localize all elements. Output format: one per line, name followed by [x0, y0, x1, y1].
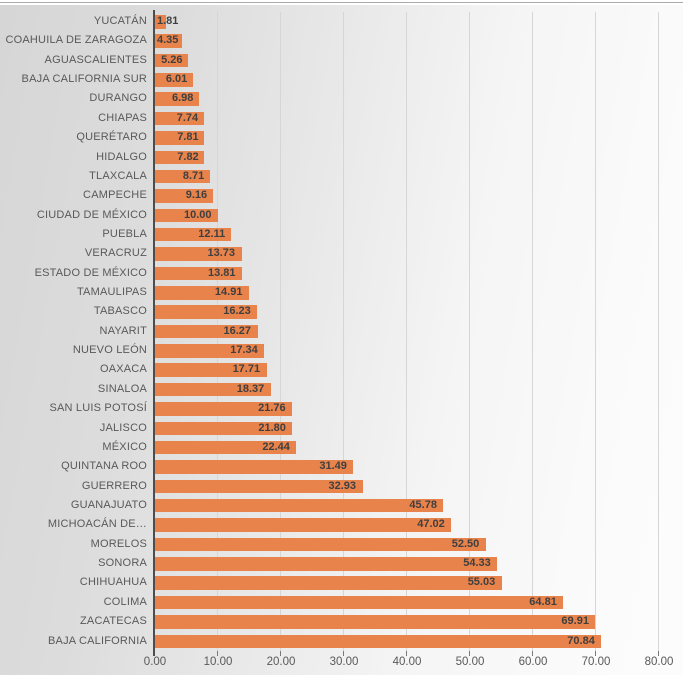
- x-axis-tick: [595, 651, 596, 656]
- category-label: ESTADO DE MÉXICO: [34, 266, 147, 279]
- category-label: MORELOS: [90, 537, 147, 550]
- chart-row: [0, 148, 683, 167]
- x-axis-tick: [280, 651, 281, 656]
- value-label: 17.71: [232, 363, 261, 376]
- bar: [155, 615, 595, 629]
- x-axis-tick: [343, 651, 344, 656]
- value-label: 7.82: [177, 150, 199, 163]
- chart-row: [0, 225, 683, 244]
- x-axis-tick: [532, 651, 533, 656]
- x-axis-tick: [658, 651, 659, 656]
- category-label: COLIMA: [103, 595, 147, 608]
- value-label: 16.23: [223, 305, 251, 318]
- value-label: 17.34: [230, 344, 258, 357]
- value-label: 4.35: [157, 34, 179, 47]
- chart-row: [0, 496, 683, 515]
- x-axis-tick-label: 60.00: [518, 656, 548, 668]
- value-label: 7.74: [176, 111, 199, 124]
- value-label: 64.81: [529, 595, 557, 608]
- chart-row: [0, 322, 683, 341]
- value-label: 6.98: [171, 92, 194, 105]
- top-border-line: [0, 2, 683, 3]
- y-axis-line: [153, 10, 155, 656]
- value-label: 47.02: [417, 518, 445, 531]
- category-label: GUERRERO: [81, 479, 147, 492]
- chart-row: [0, 264, 683, 283]
- bar: [155, 635, 601, 649]
- chart-canvas: [0, 5, 683, 675]
- category-label: BAJA CALIFORNIA SUR: [21, 73, 147, 86]
- x-axis-tick: [217, 651, 218, 656]
- chart-row: [0, 535, 683, 554]
- category-label: TLAXCALA: [89, 169, 147, 182]
- value-label: 69.91: [561, 615, 589, 628]
- category-label: CIUDAD DE MÉXICO: [36, 208, 147, 221]
- chart-row: [0, 438, 683, 457]
- value-label: 13.73: [207, 247, 236, 260]
- chart-row: [0, 477, 683, 496]
- category-label: MICHOACÁN DE…: [47, 518, 147, 531]
- value-label: 7.81: [177, 131, 199, 144]
- value-label: 14.91: [214, 286, 243, 299]
- x-axis-tick-label: 20.00: [266, 656, 296, 668]
- x-axis-tick-label: 30.00: [329, 656, 359, 668]
- category-label: BAJA CALIFORNIA: [48, 634, 147, 647]
- bar: [155, 596, 563, 610]
- x-axis-tick-label: 70.00: [581, 656, 611, 668]
- category-label: TABASCO: [93, 305, 147, 318]
- category-label: SONORA: [98, 557, 147, 570]
- chart-row: [0, 341, 683, 360]
- chart-row: [0, 12, 683, 31]
- category-label: JALISCO: [99, 421, 147, 434]
- category-label: TAMAULIPAS: [76, 286, 147, 299]
- category-label: NAYARIT: [99, 324, 147, 337]
- chart-row: [0, 186, 683, 205]
- chart-row: [0, 302, 683, 321]
- category-label: SINALOA: [97, 382, 147, 395]
- chart-row: [0, 51, 683, 70]
- chart-row: [0, 632, 683, 651]
- chart-row: [0, 380, 683, 399]
- x-axis-tick: [406, 651, 407, 656]
- value-label: 13.81: [208, 266, 236, 279]
- x-axis-tick: [469, 651, 470, 656]
- category-label: CHIAPAS: [98, 111, 147, 124]
- value-label: 16.27: [223, 324, 252, 337]
- x-axis-tick-label: 40.00: [392, 656, 422, 668]
- bar-rows: [0, 12, 683, 651]
- category-label: COAHUILA DE ZARAGOZA: [5, 34, 147, 47]
- chart-row: [0, 31, 683, 50]
- category-label: HIDALGO: [96, 150, 147, 163]
- x-axis-tick-label: 0.00: [143, 656, 167, 668]
- value-label: 52.50: [451, 537, 480, 550]
- category-label: NUEVO LEÓN: [72, 344, 147, 357]
- category-label: QUINTANA ROO: [61, 460, 147, 473]
- chart-row: [0, 593, 683, 612]
- chart-row: [0, 573, 683, 592]
- value-label: 10.00: [184, 208, 212, 221]
- category-label: CHIHUAHUA: [79, 576, 147, 589]
- value-label: 45.78: [409, 498, 437, 511]
- value-label: 70.84: [567, 634, 595, 647]
- value-label: 5.26: [161, 53, 183, 66]
- chart-row: [0, 70, 683, 89]
- value-label: 54.33: [463, 557, 491, 570]
- chart-row: [0, 206, 683, 225]
- category-label: ZACATECAS: [80, 615, 147, 628]
- x-axis-tick-label: 50.00: [455, 656, 485, 668]
- chart-row: [0, 457, 683, 476]
- chart-row: [0, 360, 683, 379]
- category-label: DURANGO: [89, 92, 147, 105]
- chart-row: [0, 554, 683, 573]
- bar: [155, 557, 497, 571]
- chart-row: [0, 109, 683, 128]
- chart-row: [0, 419, 683, 438]
- chart-row: [0, 167, 683, 186]
- chart-row: [0, 399, 683, 418]
- value-label: 6.01: [165, 73, 188, 86]
- category-label: SAN LUIS POTOSÍ: [49, 402, 147, 415]
- category-label: YUCATÁN: [93, 15, 147, 27]
- bar: [155, 576, 502, 590]
- value-label: 12.11: [198, 227, 226, 240]
- value-label: 22.44: [262, 440, 290, 453]
- category-label: GUANAJUATO: [70, 498, 147, 511]
- category-label: CAMPECHE: [83, 189, 147, 202]
- value-label: 32.93: [328, 479, 356, 492]
- value-label: 1.81: [157, 15, 179, 27]
- x-axis-tick-label: 10.00: [203, 656, 233, 668]
- category-label: QUERÉTARO: [76, 131, 147, 144]
- category-label: MÉXICO: [102, 440, 147, 453]
- x-axis-tick-label: 80.00: [644, 656, 674, 668]
- value-label: 21.80: [258, 421, 286, 434]
- category-label: VERACRUZ: [84, 247, 147, 260]
- value-label: 8.71: [182, 169, 205, 182]
- bar: [155, 538, 486, 552]
- value-label: 55.03: [467, 576, 496, 589]
- chart-row: [0, 128, 683, 147]
- chart-row: [0, 283, 683, 302]
- chart-row: [0, 612, 683, 631]
- bar: [155, 518, 451, 532]
- chart-row: [0, 244, 683, 263]
- value-label: 31.49: [319, 460, 347, 473]
- bar: [155, 499, 443, 513]
- category-label: PUEBLA: [102, 227, 147, 240]
- value-label: 21.76: [258, 402, 286, 415]
- value-label: 9.16: [185, 189, 208, 202]
- chart-row: [0, 515, 683, 534]
- chart-row: [0, 89, 683, 108]
- value-label: 18.37: [236, 382, 265, 395]
- category-label: AGUASCALIENTES: [44, 53, 147, 66]
- category-label: OAXACA: [99, 363, 147, 376]
